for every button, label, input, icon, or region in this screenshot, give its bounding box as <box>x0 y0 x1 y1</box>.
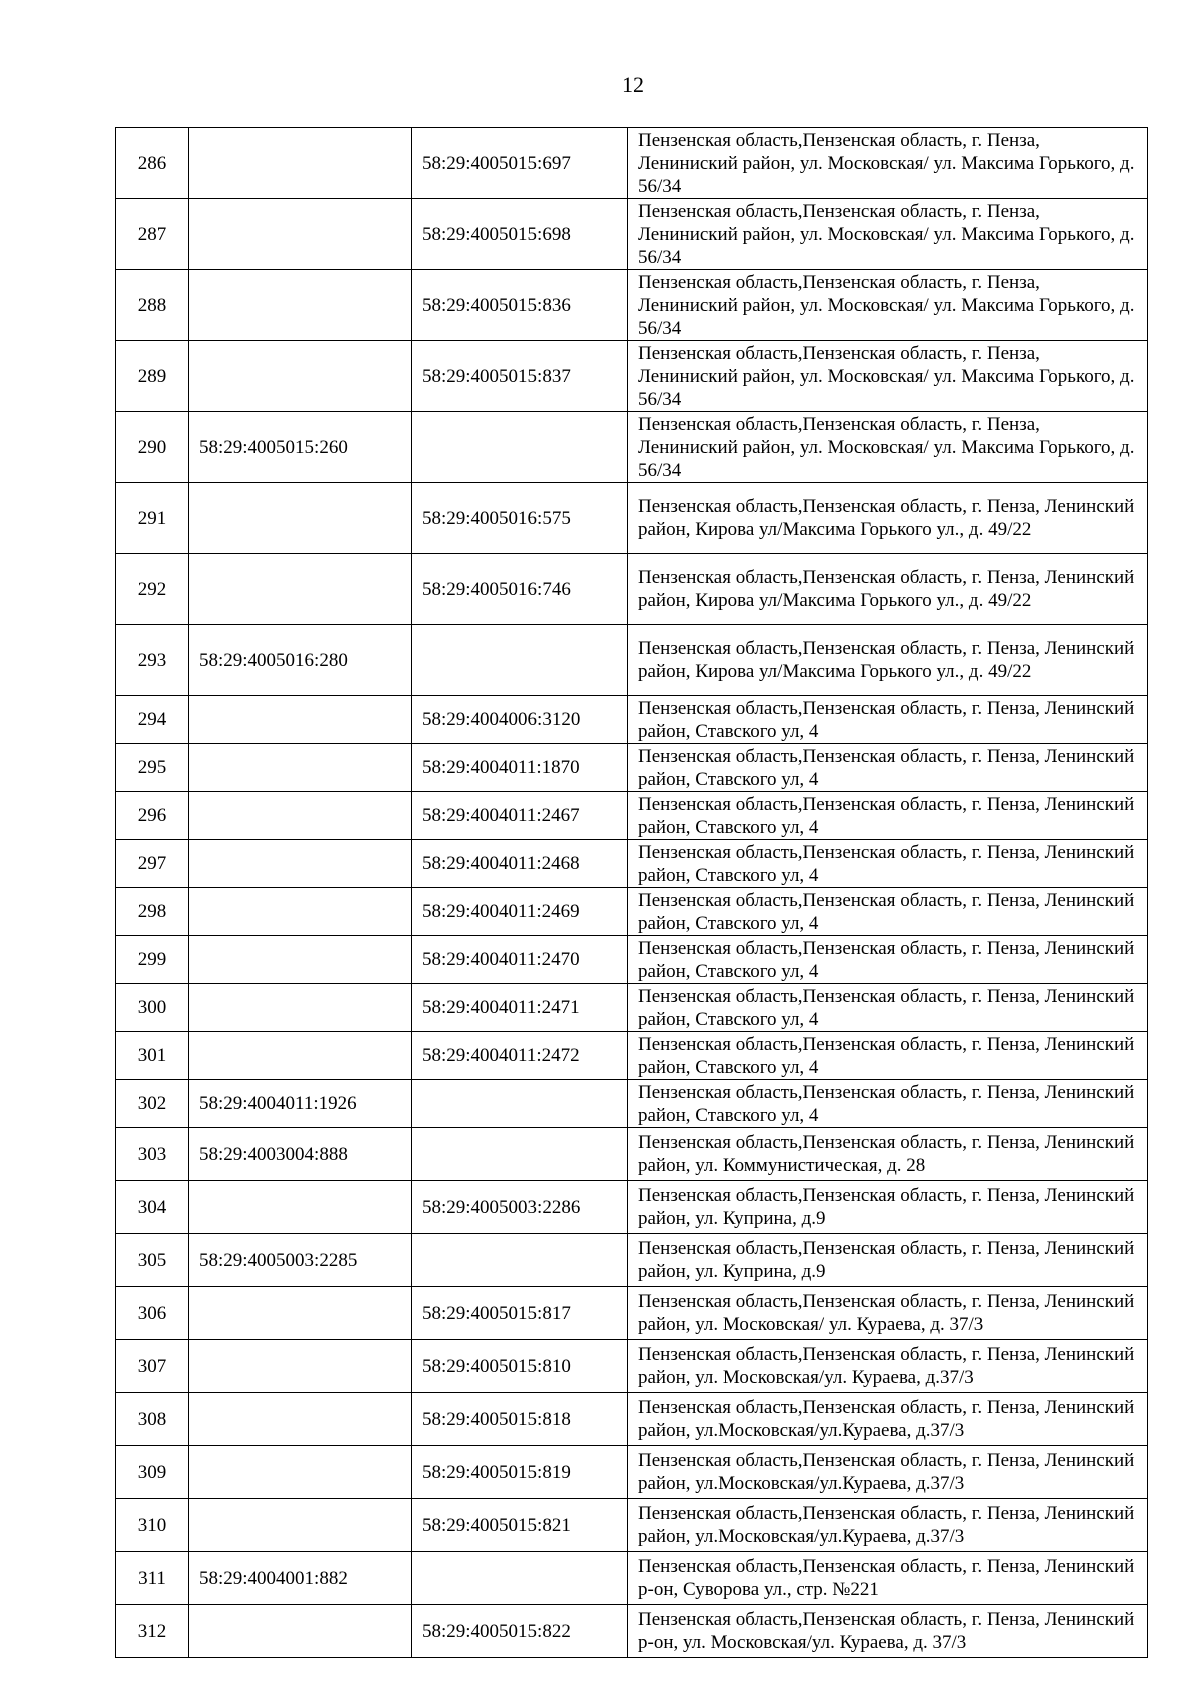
address-cell: Пензенская область,Пензенская область, г. Пенза, Лениниский район, ул. Московская/ ул. Максима Горького, д. 56/34 <box>628 128 1148 199</box>
room-cadastral-number-cell: 58:29:4005015:818 <box>412 1393 628 1446</box>
row-number-cell: 294 <box>116 696 189 744</box>
cadastral-number-cell <box>189 1287 412 1340</box>
address-cell: Пензенская область,Пензенская область, г. Пенза, Ленинский район, ул. Московская/ ул. Кураева, д. 37/3 <box>628 1287 1148 1340</box>
address-cell: Пензенская область,Пензенская область, г. Пенза, Ленинский район, Ставского ул, 4 <box>628 792 1148 840</box>
cadastral-number-cell <box>189 744 412 792</box>
room-cadastral-number-cell: 58:29:4005015:810 <box>412 1340 628 1393</box>
address-cell: Пензенская область,Пензенская область, г. Пенза, Ленинский район, Ставского ул, 4 <box>628 696 1148 744</box>
table-row <box>116 1340 1148 1393</box>
table-row <box>116 1181 1148 1234</box>
cadastral-number-cell <box>189 984 412 1032</box>
room-cadastral-number-cell: 58:29:4005015:822 <box>412 1605 628 1658</box>
room-cadastral-number-cell: 58:29:4005016:746 <box>412 554 628 625</box>
cadastral-number-cell <box>189 1499 412 1552</box>
address-cell: Пензенская область,Пензенская область, г. Пенза, Лениниский район, ул. Московская/ ул. Максима Горького, д. 56/34 <box>628 199 1148 270</box>
room-cadastral-number-cell: 58:29:4004011:2469 <box>412 888 628 936</box>
table-row <box>116 199 1148 270</box>
row-number-cell: 303 <box>116 1128 189 1181</box>
address-cell: Пензенская область,Пензенская область, г. Пенза, Ленинский район, ул.Московская/ул.Кураева, д.37/3 <box>628 1499 1148 1552</box>
table-row <box>116 984 1148 1032</box>
cadastral-number-cell <box>189 1181 412 1234</box>
row-number-cell: 305 <box>116 1234 189 1287</box>
table-row <box>116 341 1148 412</box>
table-row <box>116 1552 1148 1605</box>
address-cell: Пензенская область,Пензенская область, г. Пенза, Ленинский район, Ставского ул, 4 <box>628 984 1148 1032</box>
room-cadastral-number-cell <box>412 412 628 483</box>
row-number-cell: 298 <box>116 888 189 936</box>
table-row <box>116 270 1148 341</box>
address-cell: Пензенская область,Пензенская область, г. Пенза, Ленинский район, Ставского ул, 4 <box>628 840 1148 888</box>
registry-table <box>115 127 1148 1658</box>
room-cadastral-number-cell <box>412 1234 628 1287</box>
row-number-cell: 308 <box>116 1393 189 1446</box>
row-number-cell: 295 <box>116 744 189 792</box>
room-cadastral-number-cell <box>412 1552 628 1605</box>
address-cell: Пензенская область,Пензенская область, г. Пенза, Лениниский район, ул. Московская/ ул. Максима Горького, д. 56/34 <box>628 341 1148 412</box>
row-number-cell: 288 <box>116 270 189 341</box>
page-number: 12 <box>622 72 644 97</box>
row-number-cell: 300 <box>116 984 189 1032</box>
cadastral-number-cell <box>189 128 412 199</box>
room-cadastral-number-cell: 58:29:4005015:819 <box>412 1446 628 1499</box>
row-number-cell: 310 <box>116 1499 189 1552</box>
cadastral-number-cell <box>189 1446 412 1499</box>
table-row <box>116 840 1148 888</box>
room-cadastral-number-cell: 58:29:4005015:698 <box>412 199 628 270</box>
cadastral-number-cell <box>189 554 412 625</box>
row-number-cell: 309 <box>116 1446 189 1499</box>
table-row <box>116 888 1148 936</box>
cadastral-number-cell: 58:29:4004001:882 <box>189 1552 412 1605</box>
address-cell: Пензенская область,Пензенская область, г. Пенза, Ленинский район, Кирова ул/Максима Горького ул., д. 49/22 <box>628 554 1148 625</box>
cadastral-number-cell <box>189 1032 412 1080</box>
room-cadastral-number-cell: 58:29:4005016:575 <box>412 483 628 554</box>
cadastral-number-cell <box>189 1340 412 1393</box>
row-number-cell: 297 <box>116 840 189 888</box>
cadastral-number-cell <box>189 792 412 840</box>
room-cadastral-number-cell <box>412 625 628 696</box>
row-number-cell: 311 <box>116 1552 189 1605</box>
table-row <box>116 1393 1148 1446</box>
room-cadastral-number-cell: 58:29:4004006:3120 <box>412 696 628 744</box>
address-cell: Пензенская область,Пензенская область, г. Пенза, Ленинский район, Ставского ул, 4 <box>628 1080 1148 1128</box>
room-cadastral-number-cell: 58:29:4005003:2286 <box>412 1181 628 1234</box>
row-number-cell: 290 <box>116 412 189 483</box>
row-number-cell: 301 <box>116 1032 189 1080</box>
table-row <box>116 483 1148 554</box>
row-number-cell: 289 <box>116 341 189 412</box>
cadastral-number-cell <box>189 199 412 270</box>
table-row <box>116 1446 1148 1499</box>
room-cadastral-number-cell: 58:29:4004011:2472 <box>412 1032 628 1080</box>
table-row <box>116 936 1148 984</box>
room-cadastral-number-cell: 58:29:4005015:837 <box>412 341 628 412</box>
address-cell: Пензенская область,Пензенская область, г. Пенза, Ленинский район, Ставского ул, 4 <box>628 1032 1148 1080</box>
row-number-cell: 299 <box>116 936 189 984</box>
row-number-cell: 292 <box>116 554 189 625</box>
table-row <box>116 792 1148 840</box>
table-row <box>116 625 1148 696</box>
cadastral-number-cell <box>189 483 412 554</box>
room-cadastral-number-cell: 58:29:4005015:697 <box>412 128 628 199</box>
row-number-cell: 304 <box>116 1181 189 1234</box>
cadastral-number-cell: 58:29:4005003:2285 <box>189 1234 412 1287</box>
room-cadastral-number-cell <box>412 1128 628 1181</box>
table-row <box>116 696 1148 744</box>
address-cell: Пензенская область,Пензенская область, г. Пенза, Ленинский район, Кирова ул/Максима Горького ул., д. 49/22 <box>628 483 1148 554</box>
cadastral-number-cell: 58:29:4004011:1926 <box>189 1080 412 1128</box>
address-cell: Пензенская область,Пензенская область, г. Пенза, Ленинский район, Кирова ул/Максима Горького ул., д. 49/22 <box>628 625 1148 696</box>
table-row <box>116 1080 1148 1128</box>
room-cadastral-number-cell: 58:29:4004011:1870 <box>412 744 628 792</box>
room-cadastral-number-cell: 58:29:4004011:2470 <box>412 936 628 984</box>
row-number-cell: 296 <box>116 792 189 840</box>
room-cadastral-number-cell: 58:29:4004011:2467 <box>412 792 628 840</box>
address-cell: Пензенская область,Пензенская область, г. Пенза, Ленинский район, Ставского ул, 4 <box>628 888 1148 936</box>
address-cell: Пензенская область,Пензенская область, г. Пенза, Ленинский район, Ставского ул, 4 <box>628 744 1148 792</box>
address-cell: Пензенская область,Пензенская область, г. Пенза, Лениниский район, ул. Московская/ ул. Максима Горького, д. 56/34 <box>628 412 1148 483</box>
row-number-cell: 291 <box>116 483 189 554</box>
cadastral-number-cell <box>189 1393 412 1446</box>
cadastral-number-cell: 58:29:4005015:260 <box>189 412 412 483</box>
room-cadastral-number-cell: 58:29:4004011:2468 <box>412 840 628 888</box>
table-row <box>116 1234 1148 1287</box>
row-number-cell: 293 <box>116 625 189 696</box>
address-cell: Пензенская область,Пензенская область, г. Пенза, Ленинский район, Ставского ул, 4 <box>628 936 1148 984</box>
cadastral-number-cell <box>189 696 412 744</box>
cadastral-number-cell <box>189 888 412 936</box>
cadastral-number-cell: 58:29:4005016:280 <box>189 625 412 696</box>
address-cell: Пензенская область,Пензенская область, г. Пенза, Ленинский район, ул.Московская/ул.Кураева, д.37/3 <box>628 1393 1148 1446</box>
room-cadastral-number-cell: 58:29:4004011:2471 <box>412 984 628 1032</box>
row-number-cell: 287 <box>116 199 189 270</box>
row-number-cell: 306 <box>116 1287 189 1340</box>
table-row <box>116 412 1148 483</box>
address-cell: Пензенская область,Пензенская область, г. Пенза, Ленинский район, ул. Куприна, д.9 <box>628 1181 1148 1234</box>
table-row <box>116 1605 1148 1658</box>
address-cell: Пензенская область,Пензенская область, г. Пенза, Лениниский район, ул. Московская/ ул. Максима Горького, д. 56/34 <box>628 270 1148 341</box>
address-cell: Пензенская область,Пензенская область, г. Пенза, Ленинский район, ул.Московская/ул.Кураева, д.37/3 <box>628 1446 1148 1499</box>
address-cell: Пензенская область,Пензенская область, г. Пенза, Ленинский район, ул. Коммунистическая, д. 28 <box>628 1128 1148 1181</box>
row-number-cell: 307 <box>116 1340 189 1393</box>
table-row <box>116 1032 1148 1080</box>
cadastral-number-cell: 58:29:4003004:888 <box>189 1128 412 1181</box>
row-number-cell: 302 <box>116 1080 189 1128</box>
address-cell: Пензенская область,Пензенская область, г. Пенза, Ленинский р-он, Суворова ул., стр. №221 <box>628 1552 1148 1605</box>
table-row <box>116 554 1148 625</box>
table-row <box>116 128 1148 199</box>
room-cadastral-number-cell <box>412 1080 628 1128</box>
room-cadastral-number-cell: 58:29:4005015:821 <box>412 1499 628 1552</box>
cadastral-number-cell <box>189 936 412 984</box>
table-row <box>116 1499 1148 1552</box>
table-row <box>116 1128 1148 1181</box>
cadastral-number-cell <box>189 270 412 341</box>
table-row <box>116 744 1148 792</box>
cadastral-number-cell <box>189 1605 412 1658</box>
address-cell: Пензенская область,Пензенская область, г. Пенза, Ленинский р-он, ул. Московская/ул. Кураева, д. 37/3 <box>628 1605 1148 1658</box>
room-cadastral-number-cell: 58:29:4005015:836 <box>412 270 628 341</box>
table-row <box>116 1287 1148 1340</box>
row-number-cell: 312 <box>116 1605 189 1658</box>
address-cell: Пензенская область,Пензенская область, г. Пенза, Ленинский район, ул. Московская/ул. Кураева, д.37/3 <box>628 1340 1148 1393</box>
row-number-cell: 286 <box>116 128 189 199</box>
cadastral-number-cell <box>189 341 412 412</box>
cadastral-number-cell <box>189 840 412 888</box>
address-cell: Пензенская область,Пензенская область, г. Пенза, Ленинский район, ул. Куприна, д.9 <box>628 1234 1148 1287</box>
room-cadastral-number-cell: 58:29:4005015:817 <box>412 1287 628 1340</box>
